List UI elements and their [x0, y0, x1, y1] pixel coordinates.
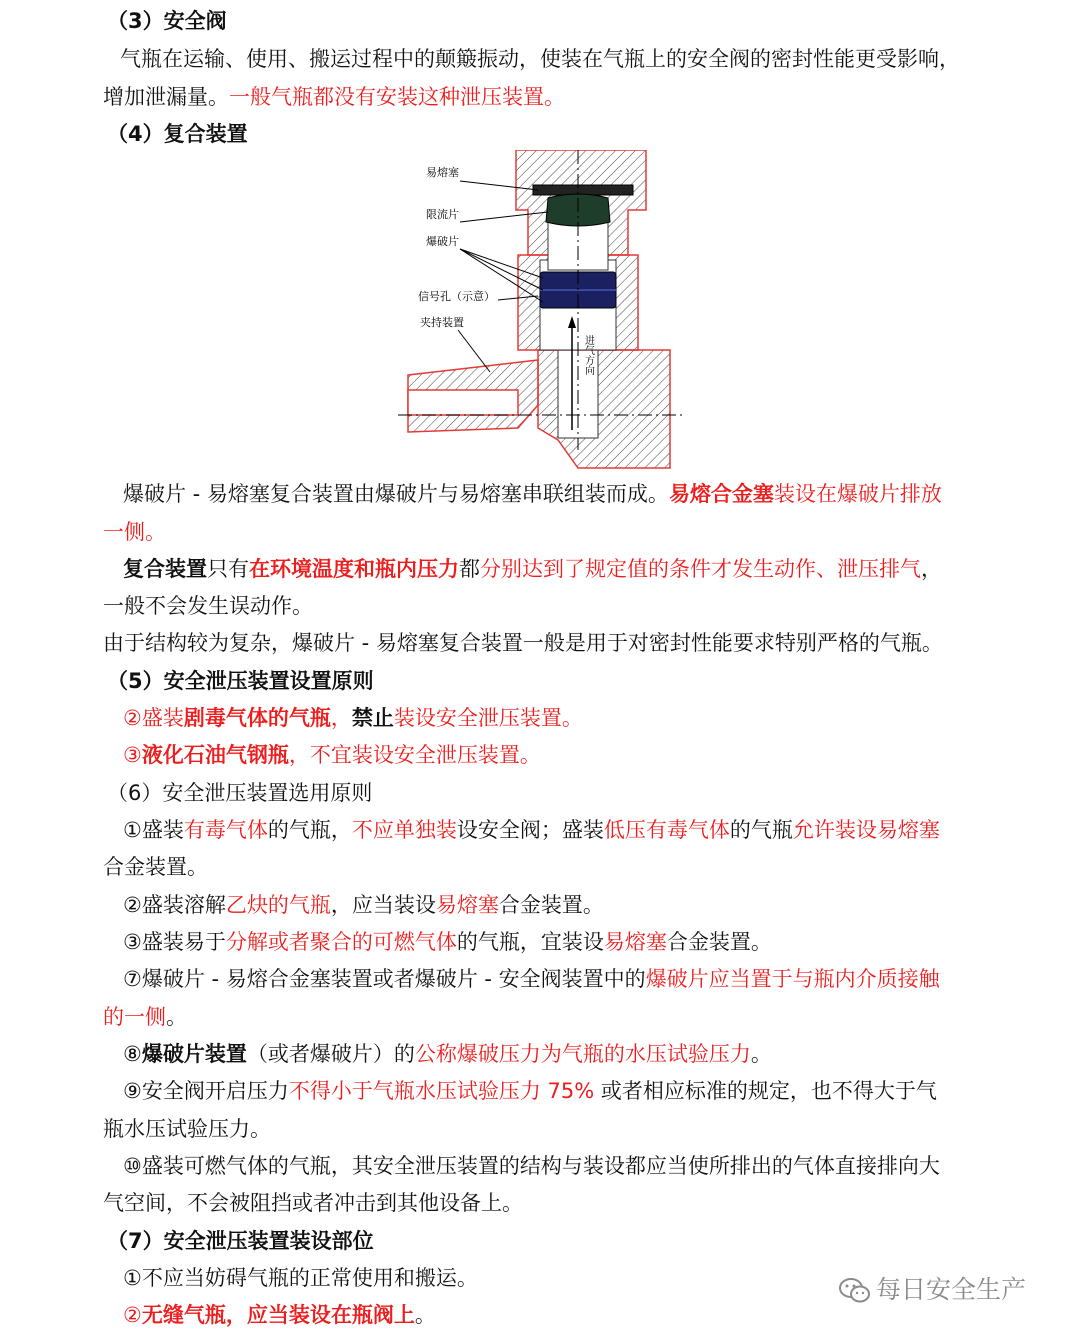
- composite-device-diagram: [398, 150, 688, 470]
- leader-clamp: [458, 330, 490, 372]
- highlighted-text: 装设在爆破片排放: [773, 482, 942, 506]
- text-segment: ⑨安全阀开启压力: [123, 1079, 289, 1103]
- text-segment: 的气瓶，: [267, 818, 352, 842]
- heading-installation-location: [107, 1223, 1080, 1260]
- text-segment: 爆破片装置: [141, 1042, 247, 1066]
- highlighted-text: 易熔合金塞: [668, 482, 774, 506]
- text-segment: 合金装置。: [498, 893, 604, 917]
- highlighted-text: 易熔塞: [435, 893, 499, 917]
- text-segment: 合金装置。: [103, 855, 208, 879]
- highlighted-text: 液化石油气钢瓶: [141, 743, 289, 767]
- text-segment: （5）安全泄压装置设置原则: [107, 669, 374, 693]
- selection-item: [123, 887, 1080, 924]
- text-segment: 增加泄漏量。: [103, 85, 229, 109]
- text-segment: ③盛装易于: [123, 930, 226, 954]
- fusible-plug-part: [533, 185, 633, 195]
- text-segment: 。: [414, 1303, 436, 1327]
- selection-item-continued: [103, 1111, 1080, 1148]
- selection-item: [123, 961, 1080, 998]
- principle-item: [123, 737, 1080, 774]
- highlighted-text: 无缝气瓶，应当装设在瓶阀上: [141, 1303, 415, 1327]
- highlighted-text: 易熔塞: [603, 930, 667, 954]
- text-segment: 气瓶在运输、使用、搬运过程中的颠簸振动，使装在气瓶上的安全阀的密封性能更受影响，: [120, 47, 960, 71]
- selection-item: [123, 924, 1080, 961]
- text-segment: （或者爆破片）的: [246, 1042, 415, 1066]
- highlighted-text: ②: [123, 1303, 142, 1327]
- text-segment: （4）复合装置: [107, 122, 248, 146]
- paragraph-line: [103, 588, 1080, 625]
- highlighted-text: 分别达到了规定值的条件才发生动作、泄压排气: [480, 557, 921, 581]
- text-segment: 。: [750, 1042, 772, 1066]
- highlighted-text: 低压有毒气体: [603, 818, 730, 842]
- text-segment: 复合装置: [123, 557, 207, 581]
- selection-item: [123, 1073, 1080, 1110]
- text-segment: 一般不会发生误动作。: [103, 594, 313, 618]
- heading-composite-device: [107, 116, 1080, 153]
- watermark: [838, 1270, 1026, 1310]
- text-segment: 的气瓶: [729, 818, 793, 842]
- label-flow-direction: 进气方向: [582, 335, 594, 375]
- text-segment: 。: [166, 1005, 187, 1029]
- heading-setting-principles: [107, 663, 1080, 700]
- text-segment: ①盛装: [123, 818, 184, 842]
- text-segment: 的气瓶，宜装设: [456, 930, 604, 954]
- principle-item: [123, 700, 1080, 737]
- highlighted-text: ②盛装: [123, 706, 184, 730]
- heading-selection-principles: [107, 775, 1080, 812]
- paragraph-line: [103, 625, 1080, 662]
- text-segment: ②盛装溶解: [123, 893, 226, 917]
- label-burst-disc: 爆破片: [426, 235, 459, 248]
- selection-item-continued: [103, 849, 1080, 886]
- wechat-icon: [838, 1277, 872, 1305]
- highlighted-text: 在环境温度和瓶内压力: [249, 557, 459, 581]
- highlighted-text: 的一侧: [103, 1005, 166, 1029]
- text-segment: （6）安全泄压装置选用原则: [107, 781, 373, 805]
- highlighted-text: 有毒气体: [183, 818, 268, 842]
- text-segment: ，应当装设: [330, 893, 436, 917]
- highlighted-text: 一般气瓶都没有安装这种泄压装置。: [229, 85, 565, 109]
- selection-item-continued: [103, 1185, 1080, 1222]
- text-segment: 气空间，不会被阻挡或者冲击到其他设备上。: [103, 1191, 523, 1215]
- text-segment: （7）安全泄压装置装设部位: [107, 1229, 374, 1253]
- text-segment: ⑦爆破片 - 易熔合金塞装置或者爆破片 - 安全阀装置中的: [123, 967, 646, 991]
- highlighted-text: 一侧。: [103, 520, 166, 544]
- text-segment: ⑧: [123, 1042, 142, 1066]
- selection-item: [123, 812, 1080, 849]
- text-segment: ①不应当妨碍气瓶的正常使用和搬运。: [123, 1266, 478, 1290]
- text-segment: 都: [459, 557, 480, 581]
- highlighted-text: 不得小于气瓶水压试验压力 75%: [288, 1079, 595, 1103]
- label-fusible-plug: 易熔塞: [426, 166, 459, 179]
- text-segment: 只有: [207, 557, 249, 581]
- label-flow-limiter: 限流片: [426, 208, 459, 221]
- paragraph-line: [103, 79, 1080, 116]
- paragraph-line: [120, 41, 1080, 78]
- highlighted-text: 装设安全泄压装置。: [393, 706, 583, 730]
- highlighted-text: 爆破片应当置于与瓶内介质接触: [645, 967, 940, 991]
- text-segment: 瓶水压试验压力。: [103, 1117, 271, 1141]
- highlighted-text: 公称爆破压力为气瓶的水压试验压力: [414, 1042, 751, 1066]
- diagram-svg: [398, 150, 688, 470]
- selection-item-continued: [103, 999, 1080, 1036]
- text-segment: 合金装置。: [666, 930, 772, 954]
- highlighted-text: 不应单独装: [351, 818, 457, 842]
- text-segment: ⑩盛装可燃气体的气瓶，其安全泄压装置的结构与装设都应当使所排出的气体直接排向大: [123, 1154, 940, 1178]
- highlighted-text: ，: [330, 706, 352, 730]
- paragraph-line: [103, 514, 1080, 551]
- paragraph-line: [123, 476, 1080, 513]
- highlighted-text: ，不宜装设安全泄压装置。: [288, 743, 541, 767]
- selection-item: [123, 1148, 1080, 1185]
- text-segment: （3）安全阀: [107, 9, 227, 33]
- heading-safety-valve: [107, 3, 1080, 40]
- paragraph-line: [123, 551, 1080, 588]
- text-segment: 或者相应标准的规定，也不得大于气: [594, 1079, 937, 1103]
- watermark-text: 每日安全生产: [876, 1275, 1027, 1304]
- text-segment: 禁止: [351, 706, 394, 730]
- label-clamp: 夹持装置: [420, 316, 464, 329]
- highlighted-text: 分解或者聚合的可燃气体: [225, 930, 457, 954]
- highlighted-text: ③: [123, 743, 142, 767]
- highlighted-text: 乙炔的气瓶: [225, 893, 331, 917]
- text-segment: ，: [921, 557, 942, 581]
- text-segment: 设安全阀；盛装: [456, 818, 604, 842]
- text-segment: 由于结构较为复杂，爆破片 - 易熔塞复合装置一般是用于对密封性能要求特别严格的气瓶。: [103, 631, 943, 655]
- inlet-bore: [408, 390, 518, 415]
- selection-item: [123, 1036, 1080, 1073]
- highlighted-text: 剧毒气体的气瓶: [183, 706, 331, 730]
- text-segment: 爆破片 - 易熔塞复合装置由爆破片与易熔塞串联组装而成。: [123, 482, 669, 506]
- highlighted-text: 允许装设易熔塞: [792, 818, 940, 842]
- label-signal-hole: 信号孔（示意）: [418, 290, 495, 303]
